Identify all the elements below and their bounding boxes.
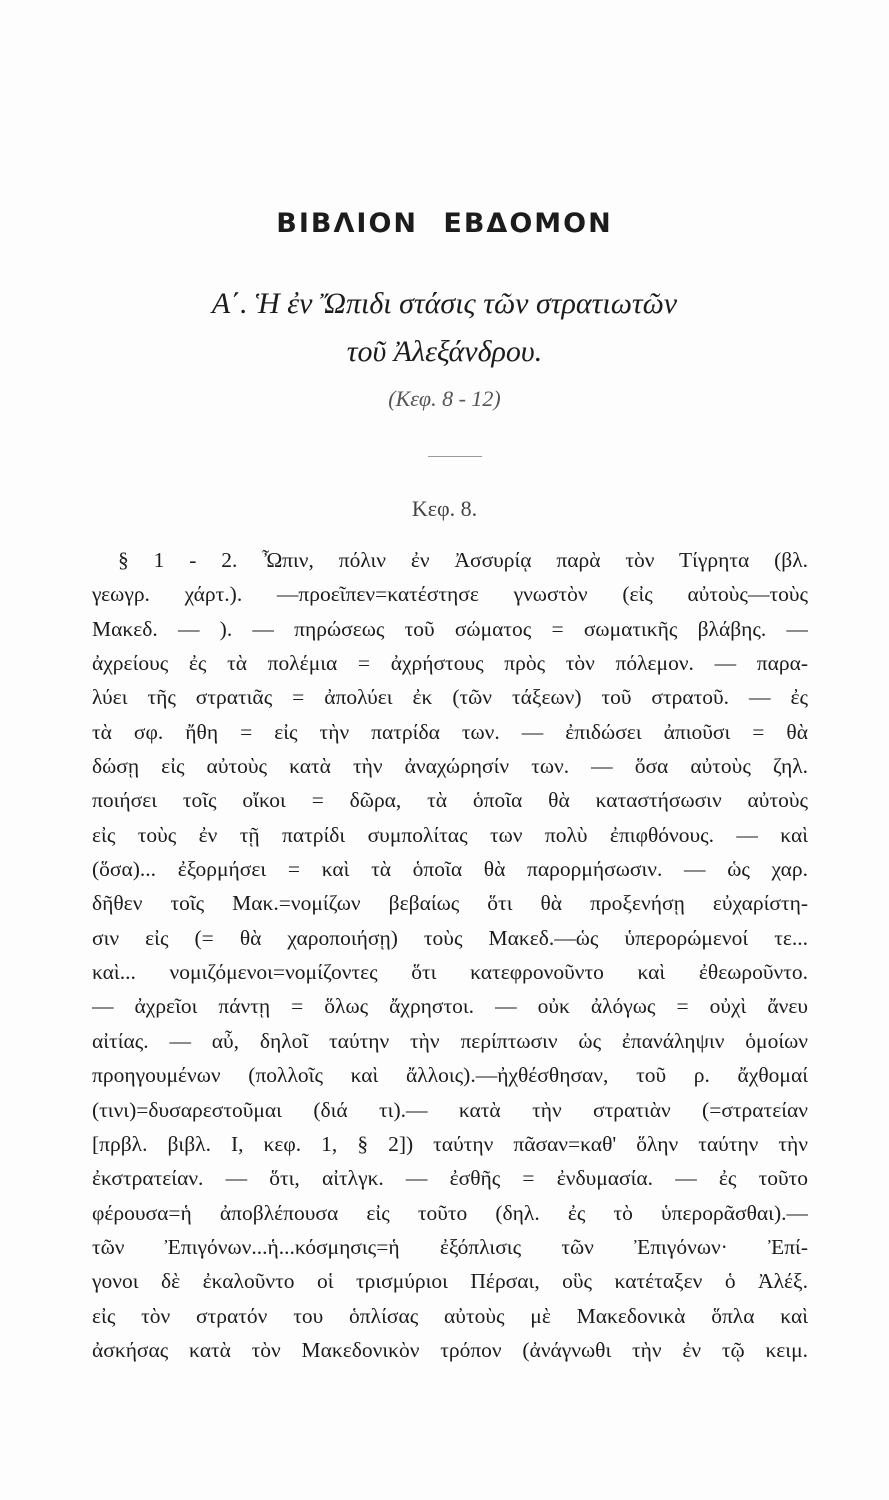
text-line: σιν εἰς (= θὰ χαροποιήσῃ) τοὺς Μακεδ.—ὡς ὑπερορώμενοί τε... <box>92 925 808 950</box>
text-line: δῆθεν τοῖς Μακ.=νομίζων βεβαίως ὅτι θὰ προξενήσῃ εὐχαρίστη- <box>92 891 808 916</box>
chapter-range: (Κεφ. 8 - 12) <box>388 386 501 411</box>
chapter-heading-line-2: τοῦ Ἀλεξάνδρου. <box>346 335 543 368</box>
text-line: εἰς τοὺς ἐν τῇ πατρίδι συμπολίτας των πολὺ ἐπιφθόνους. — καὶ <box>92 822 808 847</box>
text-line: ἐκστρατείαν. — ὅτι, αἰτλγκ. — ἐσθῆς = ἐνδυμασία. — ἐς τοῦτο <box>92 1166 808 1191</box>
text-line: τὰ σφ. ἤθη = εἰς τὴν πατρίδα των. — ἐπιδώσει ἀπιοῦσι = θὰ <box>92 719 808 744</box>
text-line: (τινι)=δυσαρεστοῦμαι (διά τι).— κατὰ τὴν στρατιὰν (=στρατείαν <box>92 1097 808 1122</box>
text-line: ποιήσει τοῖς οἴκοι = δῶρα, τὰ ὁποῖα θὰ καταστήσωσιν αὐτοὺς <box>92 788 808 813</box>
text-line: αἰτίας. — αὖ, δηλοῖ ταύτην τὴν περίπτωσιν ὡς ἐπανάληψιν ὁμοίων <box>92 1028 808 1053</box>
text-line: — ἀχρεῖοι πάντῃ = ὅλως ἄχρηστοι. — οὐκ ἀλόγως = οὐχὶ ἄνευ <box>92 994 808 1019</box>
text-line: εἰς τὸν στρατόν του ὁπλίσας αὐτοὺς μὲ Μακεδονικὰ ὅπλα καὶ <box>92 1303 808 1328</box>
text-line: τῶν Ἐπιγόνων...ἡ...κόσμησις=ἡ ἐξόπλισις τῶν Ἐπιγόνων· Ἐπί- <box>92 1234 808 1259</box>
text-line: δώσῃ εἰς αὐτοὺς κατὰ τὴν ἀναχώρησίν των. — ὅσα αὐτοὺς ζηλ. <box>92 754 808 779</box>
text-line: Μακεδ. — ). — πηρώσεως τοῦ σώματος = σωματικῆς βλάβης. — <box>92 616 808 641</box>
text-line: (ὅσα)... ἐξορμήσει = καὶ τὰ ὁποῖα θὰ παρορμήσωσιν. — ὡς χαρ. <box>92 857 808 882</box>
chapter-heading <box>0 280 889 376</box>
divider-rule <box>428 456 482 457</box>
section-label: Κεφ. 8. <box>411 496 478 521</box>
book-title: ΒΙΒΛΙΟΝ ΕΒΔΟΜΟΝ <box>276 208 613 239</box>
text-line: ἀχρείους ἐς τὰ πολέμια = ἀχρήστους πρὸς τὸν πόλεμον. — παρα- <box>92 651 808 676</box>
commentary-text <box>92 543 808 1367</box>
chapter-heading-line-1: Α΄. Ἡ ἐν Ὤπιδι στάσις τῶν στρατιωτῶν <box>211 287 678 320</box>
text-line: προηγουμένων (πολλοῖς καὶ ἄλλοις).—ἠχθέσθησαν, τοῦ ρ. ἄχθομαί <box>92 1063 808 1088</box>
text-line: φέρουσα=ἡ ἀποβλέπουσα εἰς τοῦτο (δηλ. ἐς τὸ ὑπερορᾶσθαι).— <box>92 1200 808 1225</box>
text-line: γεωγρ. χάρτ.). —προεῖπεν=κατέστησε γνωστὸν (εἰς αὐτοὺς—τοὺς <box>92 582 808 607</box>
text-line: λύει τῆς στρατιᾶς = ἀπολύει ἐκ (τῶν τάξεων) τοῦ στρατοῦ. — ἐς <box>92 685 808 710</box>
text-line: ἀσκήσας κατὰ τὸν Μακεδονικὸν τρόπον (ἀνάγνωθι τὴν ἐν τῷ κειμ. <box>92 1337 808 1362</box>
text-line: καὶ... νομιζόμενοι=νομίζοντες ὅτι κατεφρονοῦντο καὶ ἐθεωροῦντο. <box>92 960 808 985</box>
text-line: γονοι δὲ ἐκαλοῦντο οἱ τρισμύριοι Πέρσαι, οὓς κατέταξεν ὁ Ἀλέξ. <box>92 1269 808 1294</box>
text-line: [πρβλ. βιβλ. Ι, κεφ. 1, § 2]) ταύτην πᾶσαν=καθ' ὅλην ταύτην τὴν <box>92 1131 808 1156</box>
text-line: § 1 - 2. Ὦπιν, πόλιν ἐν Ἀσσυρίᾳ παρὰ τὸν Τίγρητα (βλ. <box>118 548 808 572</box>
